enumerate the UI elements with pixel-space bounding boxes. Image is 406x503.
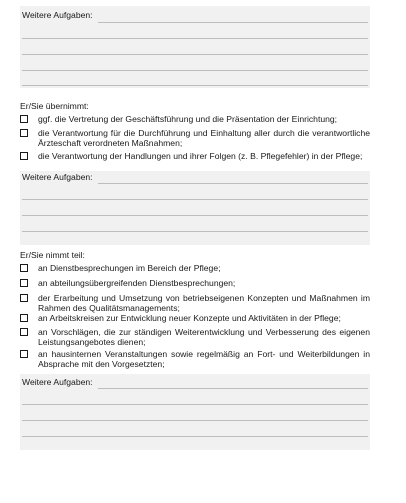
checkbox[interactable] — [20, 115, 28, 123]
checklist-item-text: an Arbeitskreisen zur Entwicklung neuer Konzepte und Aktivitäten in der Pflege; — [38, 313, 341, 323]
checklist-item-text: ggf. die Vertretung der Geschäftsführung und die Präsentation der Einrichtung; — [38, 114, 338, 124]
checkbox[interactable] — [20, 129, 28, 137]
checklist-item-text: die Verantwortung für die Durchführung und Einhaltung aller durch die verantwortliche Ärzteschaft verordneten Maßnahmen; — [38, 128, 370, 149]
writing-line[interactable] — [22, 70, 368, 71]
section-heading-participates: Er/Sie nimmt teil: — [20, 250, 85, 260]
checklist-item-text: die Verantwortung der Handlungen und ihrer Folgen (z. B. Pflegefehler) in der Pflege; — [38, 151, 363, 161]
additional-tasks-block-bottom — [20, 374, 370, 450]
checklist-item-text: der Erarbeitung und Umsetzung von betriebseigenen Konzepten und Maßnahmen im Rahmen des Qualitätsmanagements; — [38, 293, 370, 314]
writing-line[interactable] — [22, 85, 368, 86]
writing-line[interactable] — [22, 404, 368, 405]
additional-tasks-block-top — [20, 6, 370, 88]
checklist-item-text: an hausinternen Veranstaltungen sowie regelmäßig an Fort- und Weiterbildungen in Absprache mit den Vorgesetzten; — [38, 349, 370, 370]
checkbox[interactable] — [20, 350, 28, 358]
writing-line[interactable] — [22, 54, 368, 55]
checkbox[interactable] — [20, 279, 28, 287]
additional-tasks-block-middle — [20, 171, 370, 245]
writing-line[interactable] — [98, 183, 368, 184]
checklist-item-text: an Dienstbesprechungen im Bereich der Pflege; — [38, 263, 221, 273]
checklist-item-text: an Vorschlägen, die zur ständigen Weiterentwicklung und Verbesserung des eigenen Leistungsangebotes dienen; — [38, 327, 370, 348]
writing-line[interactable] — [22, 215, 368, 216]
writing-line[interactable] — [22, 38, 368, 39]
writing-line[interactable] — [22, 199, 368, 200]
section-heading-takes-over: Er/Sie übernimmt: — [20, 101, 89, 111]
writing-line[interactable] — [98, 22, 368, 23]
checkbox[interactable] — [20, 264, 28, 272]
checklist-item-text: an abteilungsübergreifenden Dienstbesprechungen; — [38, 278, 236, 288]
writing-line[interactable] — [22, 420, 368, 421]
writing-line[interactable] — [22, 231, 368, 232]
writing-line[interactable] — [22, 436, 368, 437]
additional-tasks-label: Weitere Aufgaben: — [22, 172, 93, 182]
additional-tasks-label: Weitere Aufgaben: — [22, 377, 93, 387]
checkbox[interactable] — [20, 314, 28, 322]
checkbox[interactable] — [20, 152, 28, 160]
checkbox[interactable] — [20, 294, 28, 302]
additional-tasks-label: Weitere Aufgaben: — [22, 10, 93, 20]
checkbox[interactable] — [20, 328, 28, 336]
writing-line[interactable] — [98, 388, 368, 389]
